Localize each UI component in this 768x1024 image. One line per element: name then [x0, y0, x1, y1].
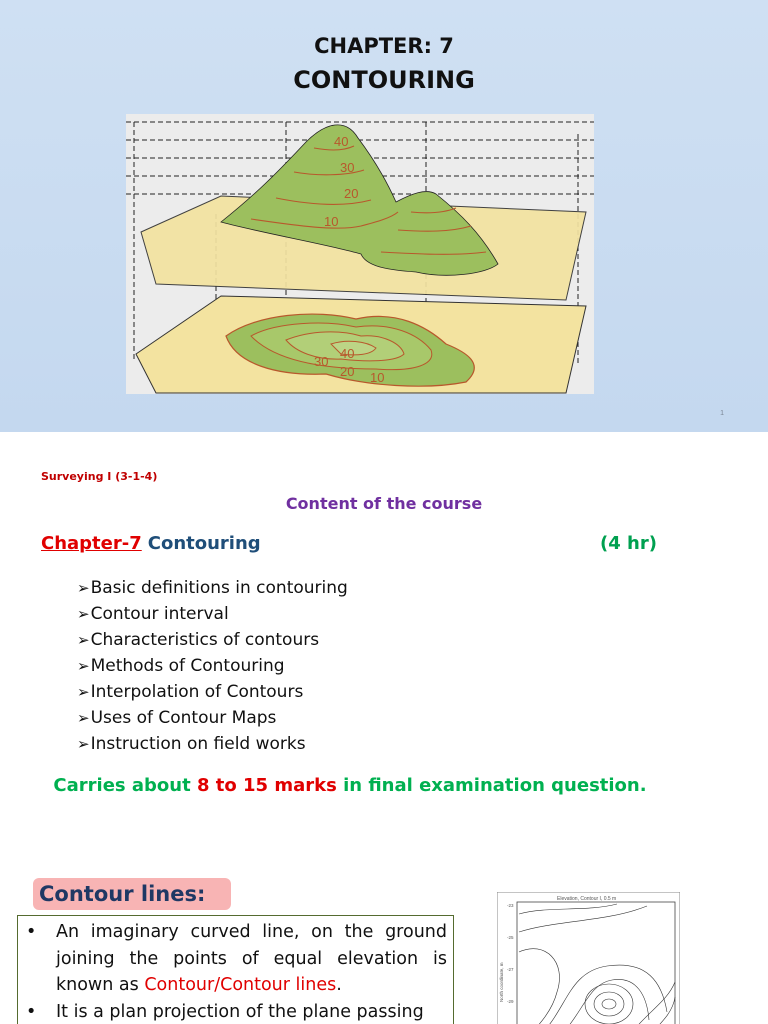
marks-value: 8 to 15 marks [197, 775, 337, 796]
slide-course-content [0, 432, 768, 840]
mountain-label-40: 40 [334, 134, 349, 149]
content-heading: Content of the course [285, 494, 483, 513]
map-tick: -23 [507, 903, 514, 908]
arrow-bullet-icon: ➢ [77, 631, 90, 649]
chapter-number: Chapter-7 [41, 533, 142, 554]
bullet-dot-icon: • [26, 1001, 37, 1022]
slide-contour-lines [0, 840, 768, 1024]
definition-box [17, 915, 454, 1024]
arrow-bullet-icon: ➢ [77, 709, 90, 727]
list-item: ➢Interpolation of Contours [77, 682, 304, 702]
map-label-20: 20 [340, 364, 355, 379]
slide-page-number: 1 [720, 410, 724, 417]
chapter-name-title: CONTOURING [293, 66, 475, 94]
map-title: Elevation, Contour I, 0.5 m [557, 896, 617, 902]
list-item: ➢Instruction on field works [77, 734, 306, 754]
chapter-line [41, 533, 261, 554]
marks-prefix: Carries about [53, 775, 191, 796]
chapter-name: Contouring [147, 533, 261, 554]
mountain-label-10: 10 [324, 214, 339, 229]
marks-note [0, 775, 700, 796]
arrow-bullet-icon: ➢ [77, 579, 90, 597]
list-item: ➢Basic definitions in contouring [77, 578, 348, 598]
slide-chapter-title [0, 0, 768, 432]
map-tick: -25 [507, 935, 514, 940]
marks-suffix: in final examination question. [343, 775, 647, 796]
arrow-bullet-icon: ➢ [77, 683, 90, 701]
map-label-30: 30 [314, 354, 329, 369]
bullet-dot-icon: • [26, 922, 37, 942]
map-tick: -29 [507, 999, 514, 1004]
section-tag: Contour lines: [33, 878, 231, 910]
chapter-number-title: CHAPTER: 7 [314, 34, 454, 58]
definition-text: It is a plan projection of the plane passing [56, 1001, 424, 1022]
map-label-10: 10 [370, 370, 385, 385]
map-tick: -27 [507, 967, 514, 972]
list-item [26, 999, 447, 1024]
topic-list [77, 575, 348, 757]
arrow-bullet-icon: ➢ [77, 735, 90, 753]
definition-text: An imaginary curved line, on the ground joining the points of equal elevation is known as [56, 922, 447, 995]
definition-highlight: Contour/Contour lines [144, 975, 337, 995]
list-item: • An imaginary curved line, on the ground joining the points of equal elevation is known as Contour/Contour lines. [26, 919, 447, 999]
mountain-label-30: 30 [340, 160, 355, 175]
map-axis-label: North coordinate, m [499, 962, 504, 1002]
list-item: ➢Methods of Contouring [77, 656, 285, 676]
list-item: ➢Uses of Contour Maps [77, 708, 277, 728]
contour-illustration [126, 114, 594, 394]
arrow-bullet-icon: ➢ [77, 657, 90, 675]
mountain-label-20: 20 [344, 186, 359, 201]
arrow-bullet-icon: ➢ [77, 605, 90, 623]
contour-map-figure [497, 892, 680, 1024]
course-code: Surveying I (3-1-4) [41, 470, 158, 483]
list-item: ➢Characteristics of contours [77, 630, 320, 650]
map-label-40: 40 [340, 346, 355, 361]
chapter-hours: (4 hr) [600, 533, 657, 554]
list-item: ➢Contour interval [77, 604, 229, 624]
